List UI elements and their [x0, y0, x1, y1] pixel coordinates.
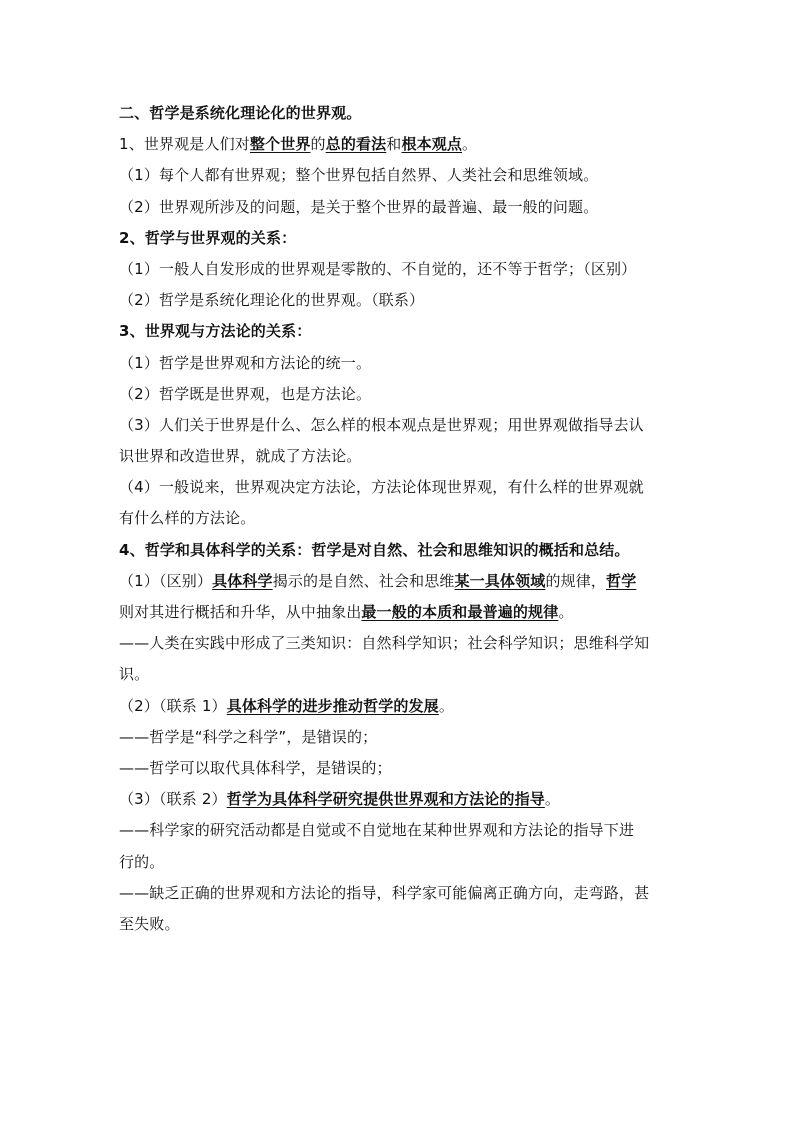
note-line: ——哲学是“科学之科学”，是错误的； — [119, 727, 378, 746]
text: （3）（联系 2） — [119, 790, 227, 809]
paragraph-3-item-3-line-2: 识世界和改造世界，就成了方法论。 — [119, 447, 362, 466]
section-heading: 二、哲学是系统化理论化的世界观。 — [119, 104, 362, 122]
paragraph-3-item-2: （2）哲学既是世界观，也是方法论。 — [119, 384, 372, 403]
paragraph-1-item-2: （2）世界观所涉及的问题，是关于整个世界的最普遍、最一般的问题。 — [119, 197, 599, 216]
key-term: 总的看法 — [325, 135, 387, 154]
paragraph-3-item-4-line-1: （4）一般说来，世界观决定方法论，方法论体现世界观，有什么样的世界观就 — [119, 478, 644, 497]
paragraph-2-item-1: （1）一般人自发形成的世界观是零散的、不自觉的，还不等于哲学；（区别） — [119, 259, 637, 278]
key-term: 具体科学 — [212, 571, 273, 590]
note-line: 至失败。 — [119, 914, 180, 933]
key-term: 整个世界 — [249, 135, 311, 154]
heading-3: 3、世界观与方法论的关系： — [119, 322, 312, 341]
note-line: ——人类在实践中形成了三类知识：自然科学知识；社会科学知识；思维科学知 — [119, 634, 650, 653]
key-term: 哲学 — [606, 571, 637, 590]
key-term: 哲学为具体科学研究提供世界观和方法论的指导 — [226, 790, 545, 809]
text: 则对其进行概括和升华，从中抽象出 — [119, 603, 362, 621]
text: 。 — [558, 603, 574, 621]
paragraph-1-item-1: （1）每个人都有世界观；整个世界包括自然界、人类社会和思维领域。 — [119, 166, 599, 185]
paragraph-4-item-1-line-1 — [119, 566, 684, 597]
heading-4: 4、哲学和具体科学的关系：哲学是对自然、社会和思维知识的概括和总结。 — [119, 540, 630, 559]
text: 。 — [462, 135, 478, 154]
paragraph-1 — [119, 129, 684, 160]
paragraph-2-item-2: （2）哲学是系统化理论化的世界观。（联系） — [119, 291, 425, 310]
text: （2）（联系 1） — [119, 696, 227, 715]
text: 的规律， — [545, 571, 607, 590]
text: 1、世界观是人们对 — [119, 135, 250, 154]
key-term: 某一具体领域 — [454, 571, 546, 590]
text: 的 — [310, 135, 326, 154]
paragraph-3-item-4-line-2: 有什么样的方法论。 — [119, 509, 256, 528]
paragraph-4-item-2 — [119, 691, 684, 722]
note-line: 行的。 — [119, 852, 165, 871]
text: 。 — [544, 790, 561, 809]
note-line: ——缺乏正确的世界观和方法论的指导，科学家可能偏离正确方向，走弯路，甚 — [119, 883, 650, 902]
key-term: 具体科学的进步推动哲学的发展 — [226, 696, 439, 715]
text: 和 — [386, 135, 402, 154]
note-line: 识。 — [119, 665, 150, 684]
text: （1）（区别） — [119, 571, 213, 590]
paragraph-4-item-1-line-2 — [119, 597, 684, 628]
paragraph-3-item-1: （1）哲学是世界观和方法论的统一。 — [119, 353, 372, 372]
heading-2: 2、哲学与世界观的关系： — [119, 228, 297, 247]
text: 。 — [438, 696, 454, 715]
note-line: ——哲学可以取代具体科学，是错误的； — [119, 758, 392, 777]
key-term: 最一般的本质和最普遍的规律 — [361, 603, 559, 621]
text: 揭示的是自然、社会和思维 — [272, 571, 455, 590]
paragraph-4-item-3 — [119, 784, 684, 815]
note-line: ——科学家的研究活动都是自觉或不自觉地在某种世界观和方法论的指导下进 — [119, 821, 635, 840]
key-term: 根本观点 — [401, 135, 463, 154]
paragraph-3-item-3-line-1: （3）人们关于世界是什么、怎么样的根本观点是世界观；用世界观做指导去认 — [119, 415, 644, 434]
